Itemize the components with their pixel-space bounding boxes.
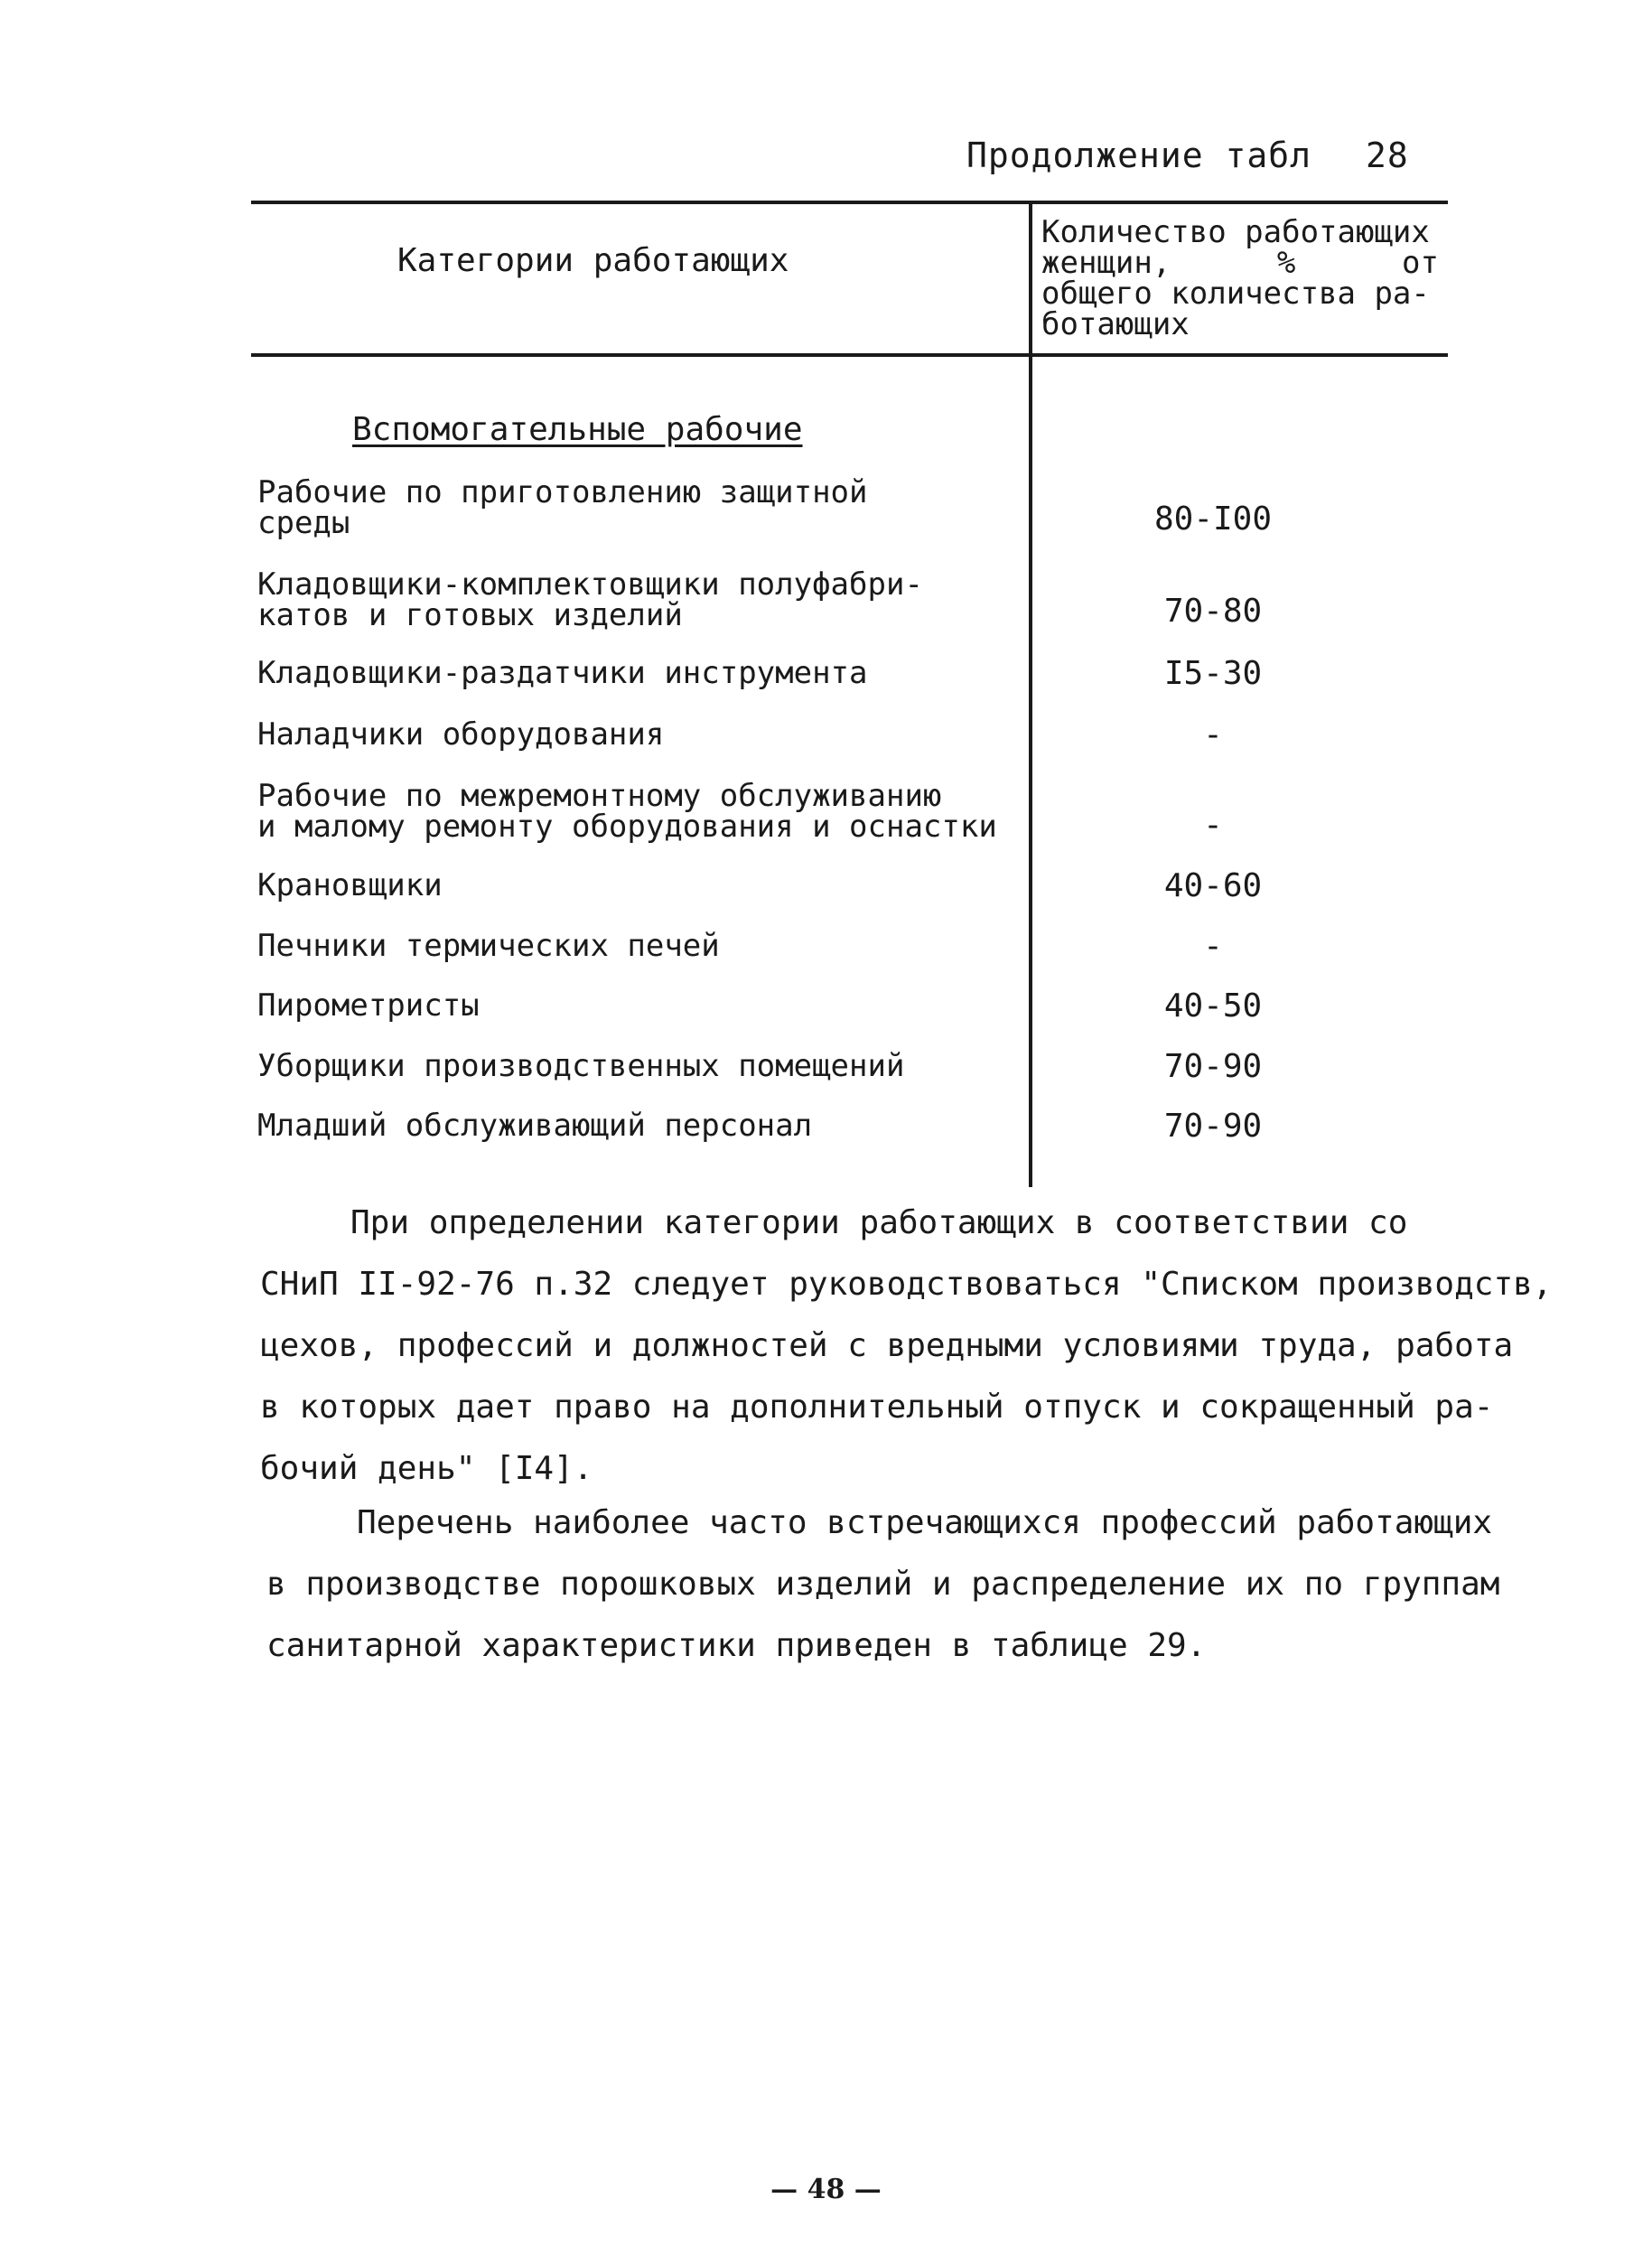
category-line: и малому ремонту оборудования и оснастки [257, 809, 997, 845]
table-row-value: 80-I00 [1153, 501, 1273, 538]
table-row-value: 40-50 [1163, 987, 1263, 1024]
column-header-count-line [1041, 245, 1439, 281]
category-line: Пирометристы [257, 987, 480, 1024]
table-continuation-label [966, 136, 1409, 175]
column-header-category: Категории работающих [397, 242, 789, 279]
paragraph-line: в которых дает право на дополнительный отпуск и сокращенный ра- [260, 1389, 1494, 1426]
table-row-value: 40-60 [1163, 867, 1263, 904]
table-row-value: 70-90 [1163, 1048, 1263, 1085]
category-line: Кладовщики-комплектовщики полуфабри- [257, 566, 923, 603]
category-line: Уборщики производственных помещений [257, 1048, 905, 1084]
category-line: Печники термических печей [257, 928, 720, 964]
table-header-rule [251, 353, 1448, 357]
column-header-count-line: общего количества ра- [1041, 276, 1430, 312]
table-row-category [257, 987, 480, 1024]
continuation-text: Продолжение табл [966, 136, 1312, 175]
paragraph-line: в производстве порошковых изделий и распределение их по группам [266, 1566, 1500, 1603]
table-row-category [257, 716, 665, 753]
page-number: — 48 — [770, 2174, 882, 2205]
paragraph-line: Перечень наиболее часто встречающихся профессий работающих [357, 1504, 1493, 1541]
count-header-percent: % [1276, 245, 1296, 281]
category-line: катов и готовых изделий [257, 597, 683, 633]
column-header-count-line: Количество работающих [1041, 214, 1430, 250]
count-header-from: от [1402, 245, 1439, 281]
category-line: Рабочие по межремонтному обслуживанию [257, 778, 942, 814]
paragraph-category-determination [260, 1193, 1553, 1500]
category-line: среды [257, 505, 350, 541]
paragraph-line: санитарной характеристики приведен в таблице 29. [266, 1627, 1207, 1664]
table-top-rule [251, 201, 1448, 204]
table-row-value: - [1203, 928, 1223, 965]
table-row-category [257, 928, 720, 964]
table-row-value: - [1203, 807, 1223, 844]
table-row-category [257, 778, 997, 845]
section-title: Вспомогательные рабочие [352, 411, 803, 448]
table-row-value: I5-30 [1163, 655, 1263, 692]
table-row-category [257, 1108, 813, 1144]
table-column-divider [1029, 201, 1032, 1187]
category-line: Наладчики оборудования [257, 716, 665, 753]
table-row-value: - [1203, 716, 1223, 753]
category-line: Крановщики [257, 867, 443, 903]
table-row-category [257, 655, 868, 691]
column-header-count [1041, 214, 1439, 342]
table-row-category [257, 566, 923, 633]
table-row-category [257, 1048, 905, 1084]
table-number: 28 [1366, 136, 1409, 175]
category-line: Младший обслуживающий персонал [257, 1108, 813, 1144]
paragraph-professions-list [266, 1492, 1500, 1677]
paragraph-line: СНиП II-92-76 п.32 следует руководствоваться "Списком производств, [260, 1266, 1553, 1303]
paragraph-line: При определении категории работающих в соответствии со [350, 1204, 1408, 1241]
paragraph-line: бочий день" [I4]. [260, 1450, 593, 1487]
table-row-value: 70-80 [1163, 593, 1263, 630]
count-header-women: женщин, [1041, 245, 1171, 281]
category-line: Рабочие по приготовлению защитной [257, 474, 868, 510]
paragraph-line: цехов, профессий и должностей с вредными условиями труда, работа [260, 1327, 1514, 1364]
table-row-category [257, 867, 443, 903]
category-line: Кладовщики-раздатчики инструмента [257, 655, 868, 691]
table-row-category [257, 474, 868, 541]
column-header-count-line: ботающих [1041, 306, 1190, 342]
table-row-value: 70-90 [1163, 1108, 1263, 1145]
